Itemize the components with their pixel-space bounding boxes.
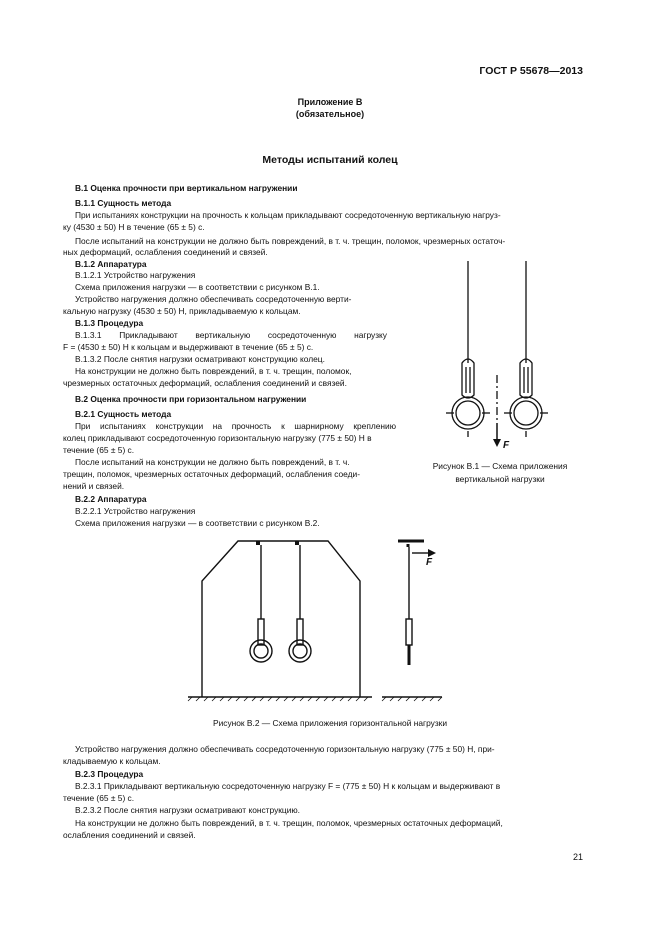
figure-b1-caption-a: Рисунок В.1 — Схема приложения: [432, 461, 568, 471]
para-b11-2b: ных деформаций, ослабления соединений и связей.: [63, 247, 268, 257]
para-b11-1a: При испытаниях конструкции на прочность к кольцам прикладывают сосредоточенную вертикальную нагруз-: [75, 210, 501, 220]
page-number: 21: [572, 852, 583, 862]
heading-b13: В.1.3 Процедура: [75, 318, 144, 328]
force-label-fig2: F: [426, 557, 433, 568]
para-b121-scheme: Схема приложения нагрузки — в соответствии с рисунком В.1.: [75, 282, 320, 292]
heading-b1: В.1 Оценка прочности при вертикальном нагружении: [75, 183, 298, 193]
para-after-a: Устройство нагружения должно обеспечивать сосредоточенную горизонтальную нагрузку (775 ± 50) Н, при-: [75, 744, 495, 754]
figure-b2-caption: Рисунок В.2 — Схема приложения горизонтальной нагрузки: [213, 718, 447, 728]
appendix-title: Приложение В: [297, 97, 363, 107]
figure-b1: [440, 255, 570, 455]
para-b231a: В.2.3.1 Прикладывают вертикальную сосредоточенную нагрузку F = (775 ± 50) Н к кольцам и выдерживают в: [75, 781, 501, 791]
para-b132: В.1.3.2 После снятия нагрузки осматривают конструкцию колец.: [75, 354, 325, 364]
force-label-fig1: F: [503, 440, 510, 451]
para-after-b: кладываемую к кольцам.: [63, 756, 161, 766]
para-b131b: F = (4530 ± 50) Н к кольцам и выдерживают в течение (65 ± 5) с.: [63, 342, 314, 352]
heading-b23: В.2.3 Процедура: [75, 769, 144, 779]
para-b11-2a: После испытаний на конструкции не должно быть повреждений, в т. ч. трещин, поломок, чрезмерных остаточ-: [75, 236, 506, 246]
para-b133b: чрезмерных остаточных деформаций, ослабления соединений и связей.: [63, 378, 347, 388]
para-b221-scheme: Схема приложения нагрузки — в соответствии с рисунком В.2.: [75, 518, 320, 528]
para-b231b: течение (65 ± 5) с.: [63, 793, 135, 803]
heading-b11: В.1.1 Сущность метода: [75, 198, 172, 208]
para-b21-1a: При испытаниях конструкции на прочность к шарнирному креплению: [75, 421, 396, 431]
para-b131a: В.1.3.1 Прикладывают вертикальную сосредоточенную нагрузку: [75, 330, 387, 340]
figure-b1-caption-b: вертикальной нагрузки: [455, 474, 545, 484]
para-b121: В.1.2.1 Устройство нагружения: [75, 270, 196, 280]
para-b21-2c: нений и связей.: [63, 481, 125, 491]
appendix-subtitle: (обязательное): [295, 109, 365, 119]
para-b21-1b: колец прикладывают сосредоточенную горизонтальную нагрузку (775 ± 50) Н в: [63, 433, 372, 443]
figure-b2: [180, 535, 460, 705]
para-b21-1c: течение (65 ± 5) с.: [63, 445, 135, 455]
heading-b2: В.2 Оценка прочности при горизонтальном нагружении: [75, 394, 307, 404]
heading-b22: В.2.2 Аппаратура: [75, 494, 147, 504]
para-b121-device-b: кальную нагрузку (4530 ± 50) Н, прикладываемую к кольцам.: [63, 306, 301, 316]
para-b21-2a: После испытаний на конструкции не должно быть повреждений, в т. ч.: [75, 457, 350, 467]
section-title: Методы испытаний колец: [262, 154, 398, 166]
document-header: ГОСТ Р 55678—2013: [479, 65, 583, 77]
heading-b12: В.1.2 Аппаратура: [75, 259, 147, 269]
para-b21-2b: трещин, поломок, чрезмерных остаточных деформаций, ослабления соеди-: [63, 469, 361, 479]
para-b232: В.2.3.2 После снятия нагрузки осматривают конструкцию.: [75, 805, 301, 815]
para-final-a: На конструкции не должно быть повреждений, в т. ч. трещин, поломок, чрезмерных остаточных деформаций,: [75, 818, 503, 828]
heading-b21: В.2.1 Сущность метода: [75, 409, 172, 419]
para-b11-1b: ку (4530 ± 50) Н в течение (65 ± 5) с.: [63, 222, 205, 232]
para-b221: В.2.2.1 Устройство нагружения: [75, 506, 196, 516]
para-b133a: На конструкции не должно быть повреждений, в т. ч. трещин, поломок,: [75, 366, 352, 376]
para-final-b: ослабления соединений и связей.: [63, 830, 196, 840]
para-b121-device-a: Устройство нагружения должно обеспечивать сосредоточенную верти-: [75, 294, 352, 304]
